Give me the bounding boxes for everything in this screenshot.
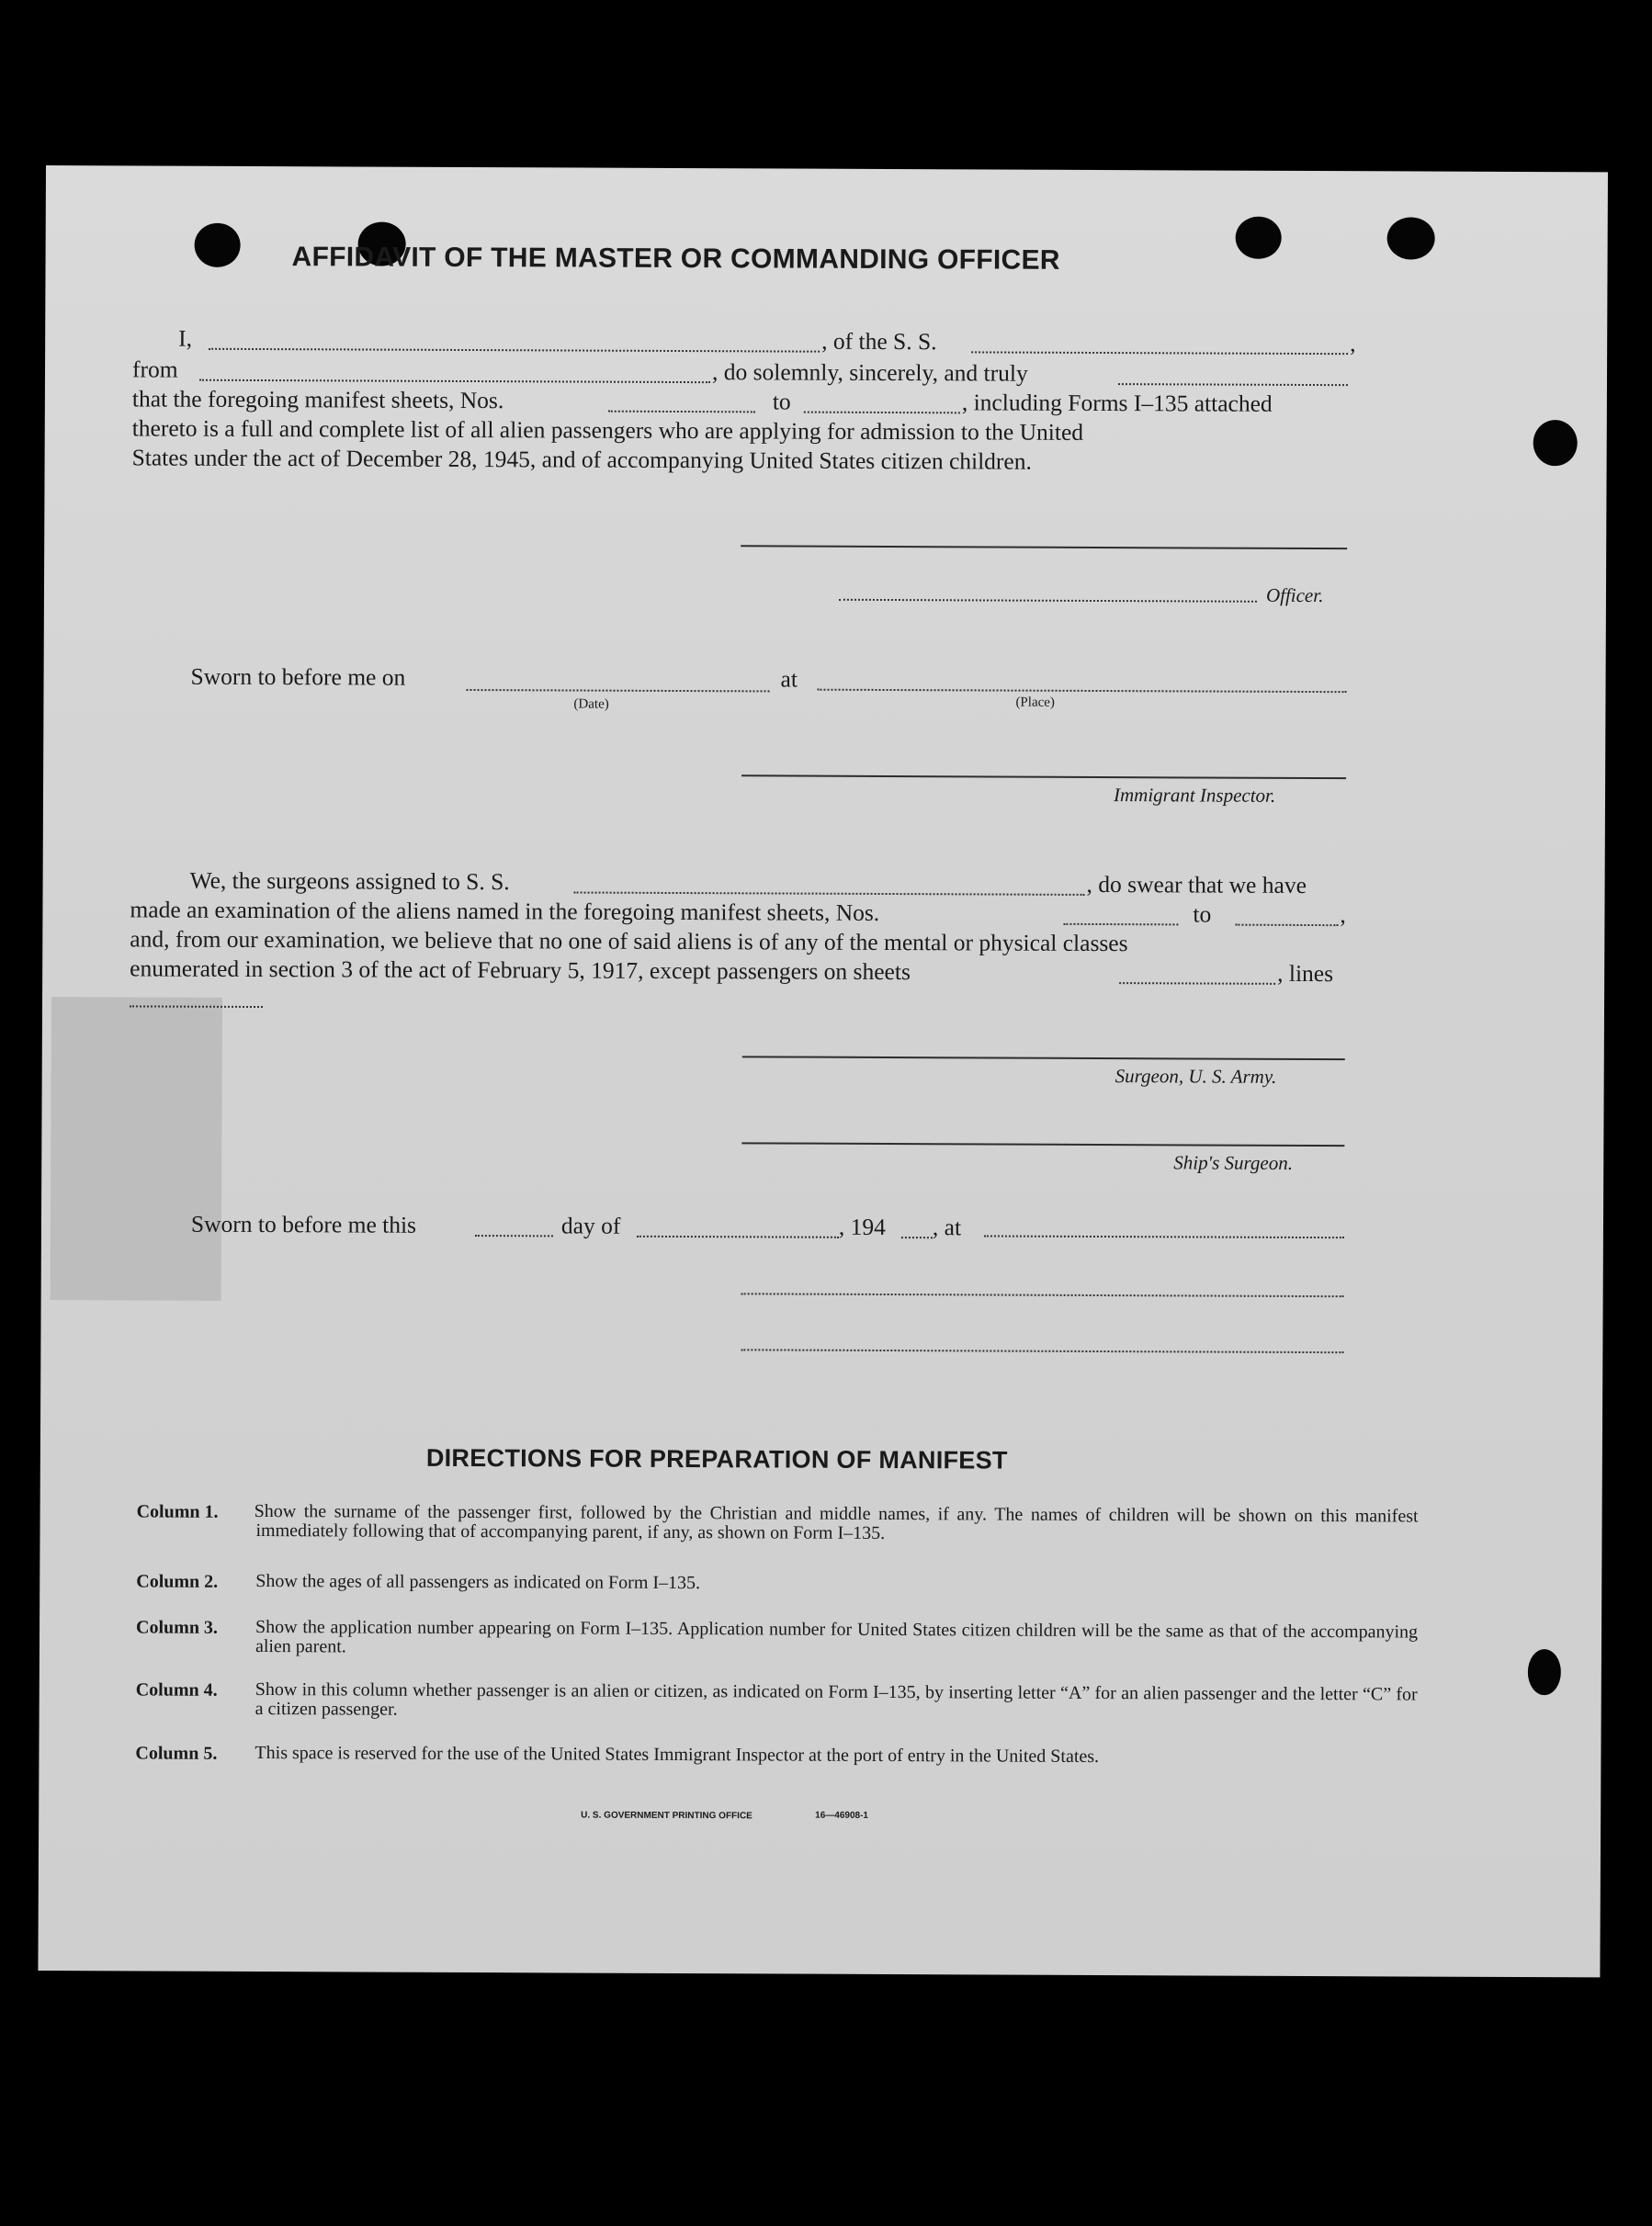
column-5-text: This space is reserved for the use of the United States Immigrant Inspector at the port of entry in the United States. xyxy=(255,1743,1100,1768)
affidavit-line1-ss: , of the S. S. xyxy=(821,327,937,356)
sworn2-place-field[interactable] xyxy=(984,1235,1344,1238)
column-2-label: Column 2. xyxy=(136,1571,219,1592)
column-3-text: Show the application number appearing on Form I–135. Application number for United States citizen children will be the same as that of the accompanying alien parent. xyxy=(255,1617,1419,1657)
sworn2-month-field[interactable] xyxy=(637,1236,839,1238)
officer-label: Officer. xyxy=(1265,583,1324,607)
sheet-to-field[interactable] xyxy=(804,412,960,414)
surgeons-sheet-from-field[interactable] xyxy=(1063,923,1178,926)
master-name-field[interactable] xyxy=(209,348,820,353)
punch-hole xyxy=(1236,217,1282,259)
surgeons-sheet-to-field[interactable] xyxy=(1235,924,1338,926)
inspector-signature-line[interactable] xyxy=(741,774,1346,779)
punch-hole xyxy=(1533,420,1578,466)
officer-signature-line[interactable] xyxy=(839,599,1257,603)
sworn-place-field[interactable] xyxy=(818,689,1347,694)
scan-shadow-strip xyxy=(51,997,222,1301)
inspector-label: Immigrant Inspector. xyxy=(1113,784,1276,807)
surgeons-line2-comma: , xyxy=(1340,901,1346,929)
sworn1-text: Sworn to before me on xyxy=(190,662,406,691)
except-sheets-field[interactable] xyxy=(1119,982,1275,985)
ship-surgeon-signature-line[interactable] xyxy=(741,1142,1344,1147)
army-surgeon-label: Surgeon, U. S. Army. xyxy=(1115,1065,1277,1088)
form-code: 16—46908-1 xyxy=(815,1810,869,1821)
affidavit-line2-from: from xyxy=(131,356,178,383)
printing-office: U. S. GOVERNMENT PRINTING OFFICE xyxy=(581,1810,752,1822)
column-1-text: Show the surname of the passenger first, followed by the Christian and middle names, if any. The names of children will be shown on this manifest immediately following that of accompanying parent, if any, as shown on Form I–135. xyxy=(254,1501,1419,1543)
master-signature-line[interactable] xyxy=(741,545,1347,549)
surgeons-line1-swear: , do swear that we have xyxy=(1086,870,1307,898)
sheet-from-field[interactable] xyxy=(608,411,755,413)
from-port-field[interactable] xyxy=(199,379,710,383)
column-3-label: Column 3. xyxy=(136,1617,219,1638)
affidavit-line3-to: to xyxy=(772,388,791,415)
column-1-label: Column 1. xyxy=(136,1501,219,1522)
army-surgeon-signature-line[interactable] xyxy=(742,1056,1345,1060)
affidavit-line2-swear: , do solemnly, sincerely, and truly xyxy=(711,358,1028,387)
column-2-text: Show the ages of all passengers as indicated on Form I–135. xyxy=(255,1571,701,1594)
date-caption: (Date) xyxy=(573,696,609,712)
surgeons-line4: enumerated in section 3 of the act of February 5, 1917, except passengers on sheets xyxy=(130,955,911,986)
column-4-text: Show in this column whether passenger is an alien or citizen, as indicated on Form I–135, by inserting letter “A” for an alien passenger and the letter “C” for a citizen passenger. xyxy=(255,1679,1418,1720)
sworn2-text: Sworn to before me this xyxy=(190,1210,417,1238)
sworn-date-field[interactable] xyxy=(467,689,770,692)
affidavit-line3-sheets: that the foregoing manifest sheets, Nos. xyxy=(131,385,504,414)
punch-hole xyxy=(195,223,241,267)
surgeons-line2: made an examination of the aliens named in the foregoing manifest sheets, Nos. xyxy=(130,896,880,926)
affidavit-line3-forms: , including Forms I–135 attached xyxy=(961,389,1273,417)
affidavit-line1-i: I, xyxy=(178,324,193,352)
sworn2-year: , 194 xyxy=(838,1213,887,1240)
surgeons-line3: and, from our examination, we believe that no one of said aliens is of any of the mental or physical classes xyxy=(130,925,1128,957)
punch-hole xyxy=(1528,1649,1561,1695)
sworn1-at: at xyxy=(780,665,798,693)
sworn2-signature-line-2[interactable] xyxy=(741,1349,1343,1353)
form-page xyxy=(38,165,1608,1977)
directions-title: DIRECTIONS FOR PREPARATION OF MANIFEST xyxy=(425,1443,1008,1475)
truly-trailing-line xyxy=(1118,383,1348,386)
column-4-label: Column 4. xyxy=(135,1679,218,1701)
sworn2-year-field[interactable] xyxy=(901,1237,933,1238)
sworn2-day-field[interactable] xyxy=(475,1235,553,1237)
ship-name-field[interactable] xyxy=(971,351,1348,355)
affidavit-title: AFFIDAVIT OF THE MASTER OR COMMANDING OFFICER xyxy=(291,242,1060,276)
surgeons-line4-lines: , lines xyxy=(1277,959,1334,988)
punch-hole xyxy=(1387,217,1435,259)
sworn2-dayof: day of xyxy=(560,1212,621,1239)
affidavit-line5: States under the act of December 28, 1945, and of accompanying United States citizen children. xyxy=(131,444,1032,475)
affidavit-line1-comma: , xyxy=(1350,330,1356,357)
surgeons-line2-to: to xyxy=(1193,900,1212,928)
surgeons-line1: We, the surgeons assigned to S. S. xyxy=(189,866,510,896)
ship-surgeon-label: Ship's Surgeon. xyxy=(1173,1151,1294,1174)
column-5-label: Column 5. xyxy=(135,1743,218,1764)
sworn2-signature-line-1[interactable] xyxy=(741,1293,1344,1297)
place-caption: (Place) xyxy=(1015,695,1055,710)
affidavit-line4: thereto is a full and complete list of all alien passengers who are applying for admission to the United xyxy=(131,414,1084,446)
surgeons-ship-field[interactable] xyxy=(574,892,1085,896)
sworn2-at: , at xyxy=(932,1214,962,1241)
